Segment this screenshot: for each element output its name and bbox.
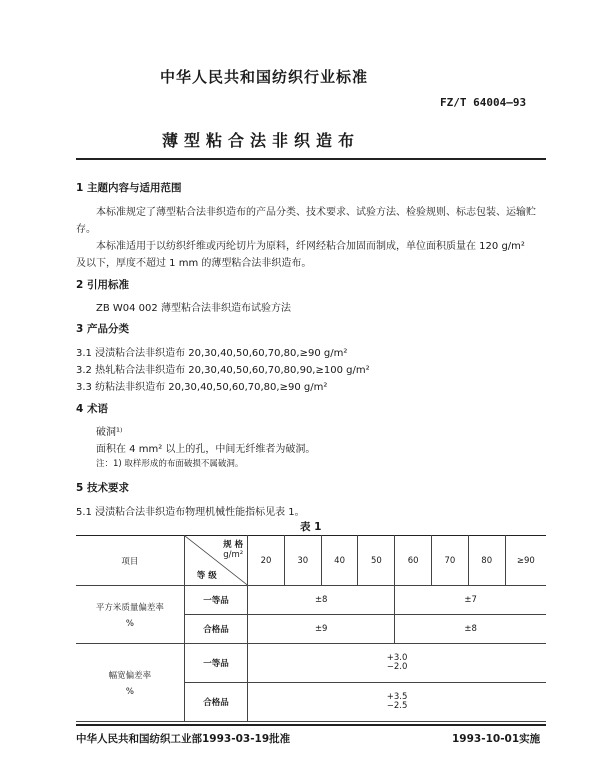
table-caption: 表 1 bbox=[300, 521, 322, 533]
header-item: 项目 bbox=[76, 536, 184, 586]
row-mass-deviation bbox=[76, 586, 184, 644]
section-4-title: 4 术语 bbox=[76, 403, 108, 415]
section-1-para-1a: 本标准规定了薄型粘合法非织造布的产品分类、技术要求、试验方法、检验规则、标志包装、运输贮 bbox=[96, 207, 536, 218]
value-cell bbox=[248, 644, 546, 683]
row-width-deviation bbox=[76, 644, 184, 722]
section-3-title: 3 产品分类 bbox=[76, 323, 129, 335]
grade-qualified: 合格品 bbox=[184, 683, 247, 722]
value-cell: ±8 bbox=[248, 586, 395, 615]
row-mass-label: 平方米质量偏差率 bbox=[95, 602, 164, 613]
grade-qualified: 合格品 bbox=[184, 615, 247, 644]
section-5-title: 5 技术要求 bbox=[76, 482, 129, 494]
minus-tolerance: −2.5 bbox=[386, 701, 408, 711]
minus-tolerance: −2.0 bbox=[386, 662, 408, 672]
plus-tolerance: +3.5 bbox=[386, 692, 408, 702]
plus-tolerance: +3.0 bbox=[386, 653, 408, 663]
row-width-unit: % bbox=[125, 686, 134, 697]
doc-title: 薄型粘合法非织造布 bbox=[162, 131, 361, 150]
header-rule bbox=[76, 158, 546, 160]
row-mass-unit: % bbox=[125, 618, 134, 629]
header-spec-grade bbox=[184, 536, 247, 586]
term-name: 破洞¹⁾ bbox=[96, 427, 123, 438]
standard-number: FZ/T 64004—93 bbox=[440, 96, 527, 109]
section-3-item-2: 3.2 热轧粘合法非织造布 20,30,40,50,60,70,80,90,≥100 g/m² bbox=[76, 365, 370, 376]
property-table bbox=[76, 535, 546, 722]
spec-col: 50 bbox=[358, 536, 395, 586]
term-note: 注：1) 取样形成的布面破损不属破洞。 bbox=[96, 459, 244, 469]
section-2-title: 2 引用标准 bbox=[76, 279, 129, 291]
value-cell: ±8 bbox=[395, 615, 546, 644]
spec-col: 40 bbox=[321, 536, 358, 586]
value-cell: ±9 bbox=[248, 615, 395, 644]
spec-col: 80 bbox=[468, 536, 505, 586]
spec-col: 60 bbox=[395, 536, 432, 586]
spec-col: 70 bbox=[432, 536, 469, 586]
spec-unit: g/m² bbox=[223, 550, 244, 560]
section-1-title: 1 主题内容与适用范围 bbox=[76, 182, 182, 194]
standard-title: 中华人民共和国纺织行业标准 bbox=[160, 68, 369, 86]
spec-col: ≥90 bbox=[505, 536, 546, 586]
effective-date: 1993-10-01实施 bbox=[452, 733, 541, 745]
reference-line: ZB W04 002 薄型粘合法非织造布试验方法 bbox=[96, 303, 291, 314]
grade-first: 一等品 bbox=[184, 644, 247, 683]
section-3-item-3: 3.3 纺粘法非织造布 20,30,40,50,60,70,80,≥90 g/m² bbox=[76, 382, 328, 393]
section-1-para-1b: 存。 bbox=[76, 224, 96, 235]
grade-first: 一等品 bbox=[184, 586, 247, 615]
spec-label: 规 格 bbox=[223, 540, 244, 550]
value-cell bbox=[248, 683, 546, 722]
value-cell: ±7 bbox=[395, 586, 546, 615]
section-1-para-2a: 本标准适用于以纺织纤维或丙纶切片为原料，纤网经粘合加固而制成，单位面积质量在 120 g/m² bbox=[96, 241, 525, 252]
approval-line: 中华人民共和国纺织工业部1993-03-19批准 bbox=[76, 733, 291, 745]
row-width-label: 幅宽偏差率 bbox=[108, 670, 152, 681]
section-5-item-1: 5.1 浸渍粘合法非织造布物理机械性能指标见表 1。 bbox=[76, 507, 305, 518]
spec-col: 20 bbox=[248, 536, 285, 586]
spec-col: 30 bbox=[284, 536, 321, 586]
term-definition: 面积在 4 mm² 以上的孔，中间无纤维者为破洞。 bbox=[96, 444, 316, 455]
section-1-para-2b: 及以下，厚度不超过 1 mm 的薄型粘合法非织造布。 bbox=[76, 258, 312, 269]
grade-label: 等 级 bbox=[196, 571, 217, 581]
footer-rule bbox=[76, 724, 546, 726]
section-3-item-1: 3.1 浸渍粘合法非织造布 20,30,40,50,60,70,80,≥90 g/m² bbox=[76, 348, 348, 359]
